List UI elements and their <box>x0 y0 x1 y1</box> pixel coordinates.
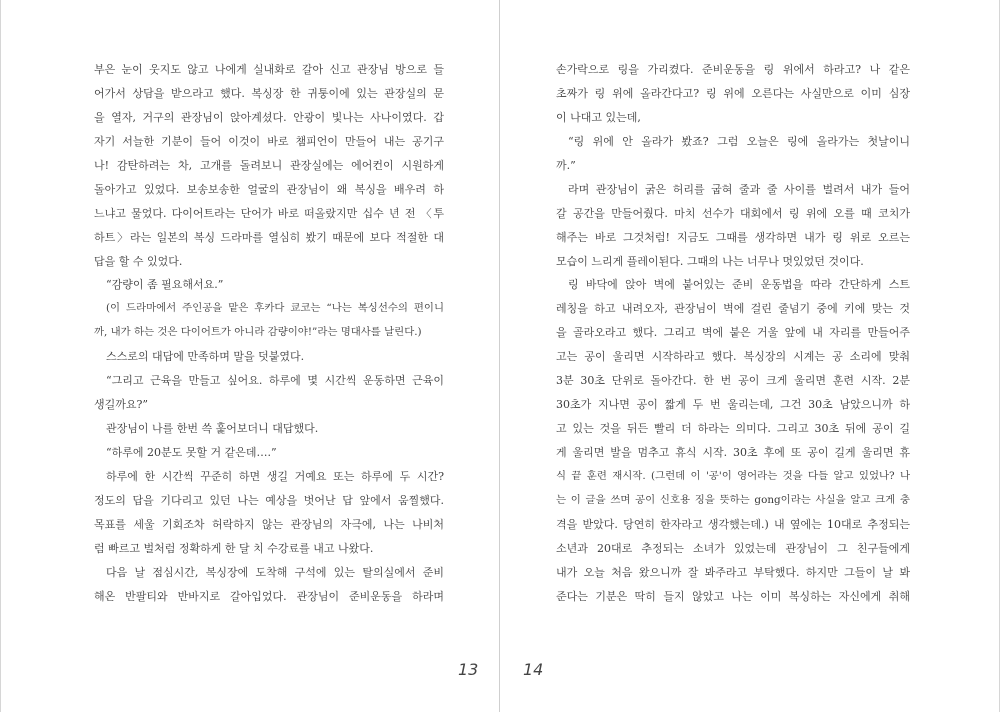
text-line: 고 있는 것을 뒤든 빨리 더 하라는 의미다. 그리고 30초 뒤에 공이 길 <box>556 422 910 436</box>
text-line: 링 바닥에 앉아 벽에 붙어있는 준비 운동법을 따라 간단하게 스트 <box>568 278 910 292</box>
text-line: 손가락으로 링을 가리켰다. 준비운동을 링 위에서 하라고? 나 같은 <box>556 63 910 76</box>
text-line: 느냐고 물었다. 다이어트라는 단어가 바로 떠올랐지만 십수 년 전 〈투 <box>94 206 444 220</box>
dialogue-line: “링 위에 안 올라가 봤죠? 그럼 오늘은 링에 올라가는 첫날이니 <box>568 134 910 148</box>
text-line: 하루에 한 시간씩 꾸준히 하면 생길 거예요 또는 하루에 두 시간? <box>106 469 444 483</box>
text-line: 3분 30초 단위로 돌아간다. 한 번 공이 크게 울리면 훈련 시작. 2분 <box>556 374 910 388</box>
text-line: 갈 공간을 만들어줬다. 마치 선수가 대회에서 링 위에 오를 때 코치가 <box>556 206 910 220</box>
right-page-body <box>556 58 910 609</box>
text-line: 게 울리면 발을 멈추고 휴식 시작. 30초 후에 또 공이 길게 울리면 휴 <box>556 446 910 459</box>
text-line: 목표를 세울 기회조차 허락하지 않는 관장님의 자극에, 나는 나비처 <box>94 517 444 531</box>
text-line: 부은 눈이 웃지도 않고 나에게 실내화로 갈아 신고 관장님 방으로 들 <box>94 63 444 76</box>
aside-line: (이 드라마에서 주인공을 맡은 후카다 쿄코는 “나는 복싱선수의 편이니 <box>106 302 444 315</box>
text-line: 격을 받았다. 당연히 한자라고 생각했는데.) 내 옆에는 10대로 추정되는 <box>556 517 910 531</box>
text-line: 정도의 답을 기다리고 있던 나는 예상을 벗어난 답 앞에서 움찔했다. <box>94 493 444 507</box>
text-line: 초짜가 링 위에 올라간다고? 링 위에 오른다는 사실만으로 이미 심장 <box>556 86 910 100</box>
aside-line: 식 끝 훈련 재시작. (그런데 이 '공'이 영어라는 것을 다들 알고 있었나? 나 <box>556 469 910 482</box>
text-line: 소년과 20대로 추정되는 소녀가 있었는데 관장님이 그 친구들에게 <box>556 541 910 555</box>
aside-line: 는 이 글을 쓰며 공이 신호용 징을 뜻하는 gong이라는 사실을 알고 크게 충 <box>556 493 910 506</box>
text-line: 관장님이 나를 한번 쓱 훑어보더니 대답했다. <box>106 422 319 436</box>
text-line: 해주는 바로 그것처럼! 지금도 그때를 생각하면 내가 링 위로 오르는 <box>556 230 910 244</box>
page-number: 13 <box>458 660 479 679</box>
text-line: 고는 공이 울리면 시작하라고 했다. 복싱장의 시계는 공 소리에 맞춰 <box>556 350 910 364</box>
text-line: 답을 할 수 있었다. <box>94 254 183 268</box>
text-line: 해온 반팔티와 반바지로 갈아입었다. 관장님이 준비운동을 하라며 <box>94 589 444 603</box>
aside-line: 까, 내가 하는 것은 다이어트가 아니라 감량이야!”라는 명대사를 날린다.) <box>94 326 422 339</box>
text-line: 하트〉라는 일본의 복싱 드라마를 열심히 봤기 때문에 보다 적절한 대 <box>94 230 444 244</box>
text-line: 다음 날 점심시간, 복싱장에 도착해 구석에 있는 탈의실에서 준비 <box>106 565 444 579</box>
text-line: 럼 빠르고 벌처럼 정확하게 한 달 치 수강료를 내고 나왔다. <box>94 541 374 555</box>
text-line: 을 골라오라고 했다. 그리고 벽에 붙은 거울 앞에 내 자리를 만들어주 <box>556 326 910 340</box>
right-page <box>500 0 1000 712</box>
text-line: 모습이 느리게 플레이된다. 그때의 나는 너무나 멋있었던 것이다. <box>556 254 864 268</box>
text-line: 을 열자, 거구의 관장님이 앉아계셨다. 안광이 빛나는 사나이였다. 갑 <box>94 110 444 124</box>
text-line: 내가 오늘 처음 왔으니까 잘 봐주라고 부탁했다. 하지만 그들이 날 봐 <box>556 565 910 579</box>
dialogue-line: 생길까요?” <box>94 398 149 412</box>
text-line: 30초가 지나면 공이 짧게 두 번 울리는데, 그건 30초 남았으니까 하 <box>556 398 910 412</box>
dialogue-line: “하루에 20분도 못할 거 같은데….” <box>106 446 277 459</box>
text-line: 이 나대고 있는데, <box>556 110 641 124</box>
text-line: 나! 감탄하려는 차, 고개를 돌려보니 관장실에는 에어컨이 시원하게 <box>94 158 444 172</box>
text-line: 준다는 기분은 딱히 들지 않았고 나는 이미 복싱하는 자신에게 취해 <box>556 589 910 603</box>
text-line: 자기 서늘한 기분이 들어 이것이 바로 챔피언이 만들어 내는 공기구 <box>94 134 444 148</box>
page-number: 14 <box>523 660 544 679</box>
dialogue-line: “감량이 좀 필요해서요.” <box>106 278 224 292</box>
text-line: 라며 관장님이 굵은 허리를 굽혀 줄과 줄 사이를 벌려서 내가 들어 <box>568 182 910 196</box>
text-line: 레칭을 하고 내려오자, 관장님이 벽에 걸린 줄넘기 중에 키에 맞는 것 <box>556 302 910 316</box>
text-line: 어가서 상담을 받으라고 했다. 복싱장 한 귀퉁이에 있는 관장실의 문 <box>94 86 444 100</box>
text-line: 돌아가고 있었다. 보송보송한 얼굴의 관장님이 왜 복싱을 배우려 하 <box>94 182 444 196</box>
left-page-body <box>94 58 444 609</box>
text-line: 스스로의 대답에 만족하며 말을 덧붙였다. <box>106 350 305 364</box>
dialogue-line: “그리고 근육을 만들고 싶어요. 하루에 몇 시간씩 운동하면 근육이 <box>106 374 444 388</box>
dialogue-line: 까.” <box>556 158 576 172</box>
